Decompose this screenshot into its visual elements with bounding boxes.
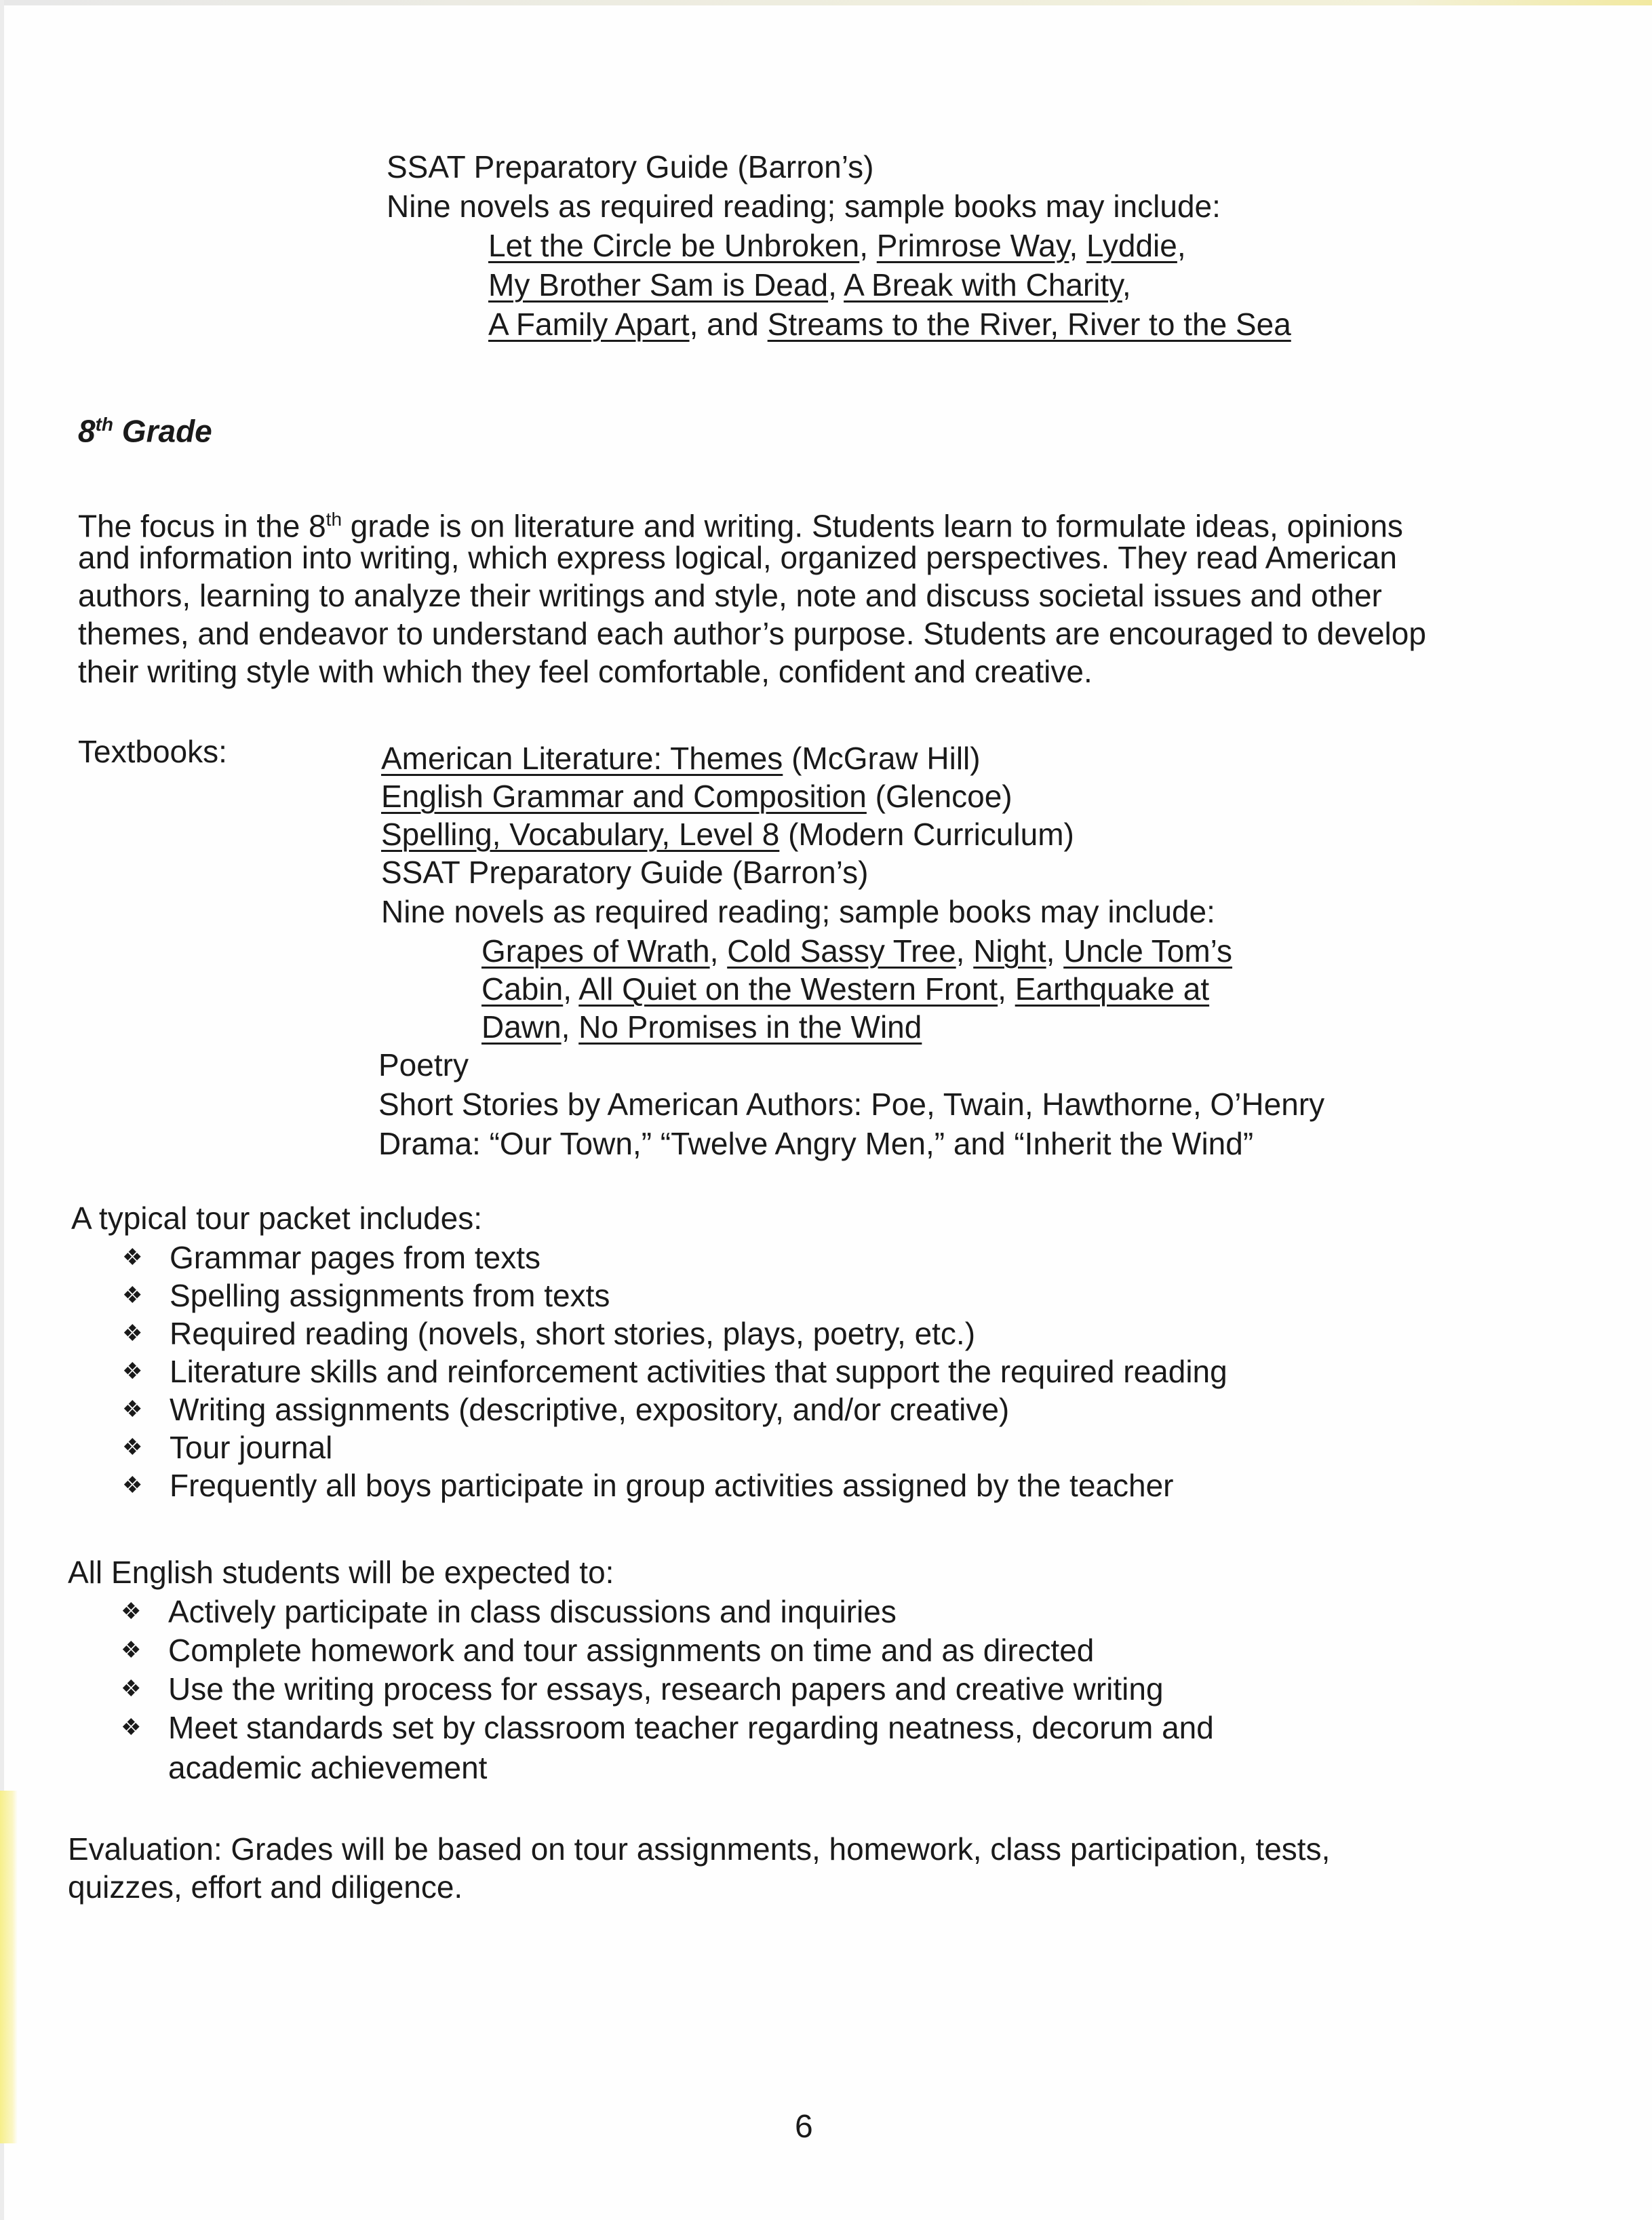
book-title: Earthquake at [1015, 971, 1210, 1007]
intro-line-5: their writing style with which they feel comfortable, confident and creative. [78, 654, 1093, 689]
bullet-icon: ❖ [121, 1715, 142, 1740]
book-title: Uncle Tom’s [1063, 933, 1233, 969]
intro-line-1: The focus in the 8th grade is on literature and writing. Students learn to formulate ideas, opinions [78, 508, 1403, 544]
section-heading-8th-grade: 8th Grade [78, 413, 212, 449]
expectation-item: Use the writing process for essays, research papers and creative writing [168, 1671, 1164, 1707]
guide-line: SSAT Preparatory Guide (Barron’s) [387, 149, 874, 184]
bullet-icon: ❖ [121, 1637, 142, 1663]
bullet-icon: ❖ [122, 1435, 143, 1460]
novel-list-8-line-3: Dawn, No Promises in the Wind [481, 1009, 922, 1045]
bullet-icon: ❖ [122, 1473, 143, 1498]
poetry-line: Poetry [378, 1047, 469, 1083]
novel-list-8-line-1: Grapes of Wrath, Cold Sassy Tree, Night, Uncle Tom’s [481, 933, 1233, 969]
book-title: Night [973, 933, 1046, 969]
expectations-intro: All English students will be expected to: [68, 1555, 614, 1590]
packet-item: Tour journal [170, 1430, 333, 1465]
book-title: All Quiet on the Western Front [578, 971, 998, 1007]
book-title: Dawn [481, 1009, 562, 1045]
book-title: Cabin [481, 971, 564, 1007]
packet-item: Writing assignments (descriptive, expository, and/or creative) [170, 1392, 1010, 1427]
drama-line: Drama: “Our Town,” “Twelve Angry Men,” and “Inherit the Wind” [378, 1126, 1254, 1161]
short-stories-line: Short Stories by American Authors: Poe, Twain, Hawthorne, O’Henry [378, 1087, 1325, 1122]
book-title: Lyddie [1086, 228, 1177, 263]
book-title: No Promises in the Wind [578, 1009, 922, 1045]
textbook-4: SSAT Preparatory Guide (Barron’s) [381, 855, 869, 890]
expectation-item: Actively participate in class discussions and inquiries [168, 1594, 897, 1629]
intro-line-4: themes, and endeavor to understand each author’s purpose. Students are encouraged to develop [78, 616, 1426, 651]
expectation-item: Complete homework and tour assignments on time and as directed [168, 1633, 1095, 1668]
evaluation-line-1: Evaluation: Grades will be based on tour assignments, homework, class participation, tests, [68, 1831, 1331, 1867]
page-number: 6 [795, 2109, 813, 2145]
book-title: Cold Sassy Tree [727, 933, 956, 969]
scan-top-edge [0, 0, 1652, 5]
book-title: A Family Apart [488, 307, 690, 342]
bullet-icon: ❖ [122, 1283, 143, 1308]
novel-list-line-1: Let the Circle be Unbroken, Primrose Way, Lyddie, [488, 228, 1186, 263]
intro-line-2: and information into writing, which express logical, organized perspectives. They read American [78, 540, 1397, 575]
bullet-icon: ❖ [122, 1245, 143, 1270]
expectation-item-continuation: academic achievement [168, 1750, 488, 1785]
novel-list-line-2: My Brother Sam is Dead, A Break with Charity, [488, 267, 1131, 303]
book-title: A Break with Charity [844, 267, 1122, 303]
packet-item: Grammar pages from texts [170, 1240, 541, 1275]
textbook-3: Spelling, Vocabulary, Level 8 (Modern Curriculum) [381, 817, 1074, 852]
book-title: Grapes of Wrath [481, 933, 710, 969]
intro-line-3: authors, learning to analyze their writings and style, note and discuss societal issues and other [78, 578, 1382, 613]
bullet-icon: ❖ [121, 1599, 142, 1624]
bullet-icon: ❖ [122, 1397, 143, 1422]
book-title: Primrose Way [876, 228, 1069, 263]
novel-list-line-3: A Family Apart, and Streams to the River, River to the Sea [488, 307, 1291, 342]
packet-item: Literature skills and reinforcement activities that support the required reading [170, 1354, 1227, 1389]
expectation-item: Meet standards set by classroom teacher regarding neatness, decorum and [168, 1710, 1214, 1745]
packet-item: Frequently all boys participate in group activities assigned by the teacher [170, 1468, 1174, 1503]
scan-yellow-tab [0, 1791, 18, 2143]
book-title: Let the Circle be Unbroken [488, 228, 860, 263]
bullet-icon: ❖ [121, 1676, 142, 1702]
bullet-icon: ❖ [122, 1359, 143, 1384]
book-title: Streams to the River, River to the Sea [767, 307, 1291, 342]
bullet-icon: ❖ [122, 1321, 143, 1346]
book-title: My Brother Sam is Dead [488, 267, 829, 303]
novels-intro-line: Nine novels as required reading; sample books may include: [387, 189, 1221, 224]
packet-item: Required reading (novels, short stories, plays, poetry, etc.) [170, 1316, 976, 1351]
novel-list-8-line-2: Cabin, All Quiet on the Western Front, Earthquake at [481, 971, 1210, 1007]
packet-intro: A typical tour packet includes: [71, 1201, 482, 1236]
textbook-1: American Literature: Themes (McGraw Hill) [381, 741, 981, 776]
packet-item: Spelling assignments from texts [170, 1278, 610, 1313]
textbook-5: Nine novels as required reading; sample books may include: [381, 894, 1215, 929]
evaluation-line-2: quizzes, effort and diligence. [68, 1869, 463, 1905]
textbook-2: English Grammar and Composition (Glencoe) [381, 779, 1012, 814]
textbooks-label: Textbooks: [78, 734, 227, 769]
